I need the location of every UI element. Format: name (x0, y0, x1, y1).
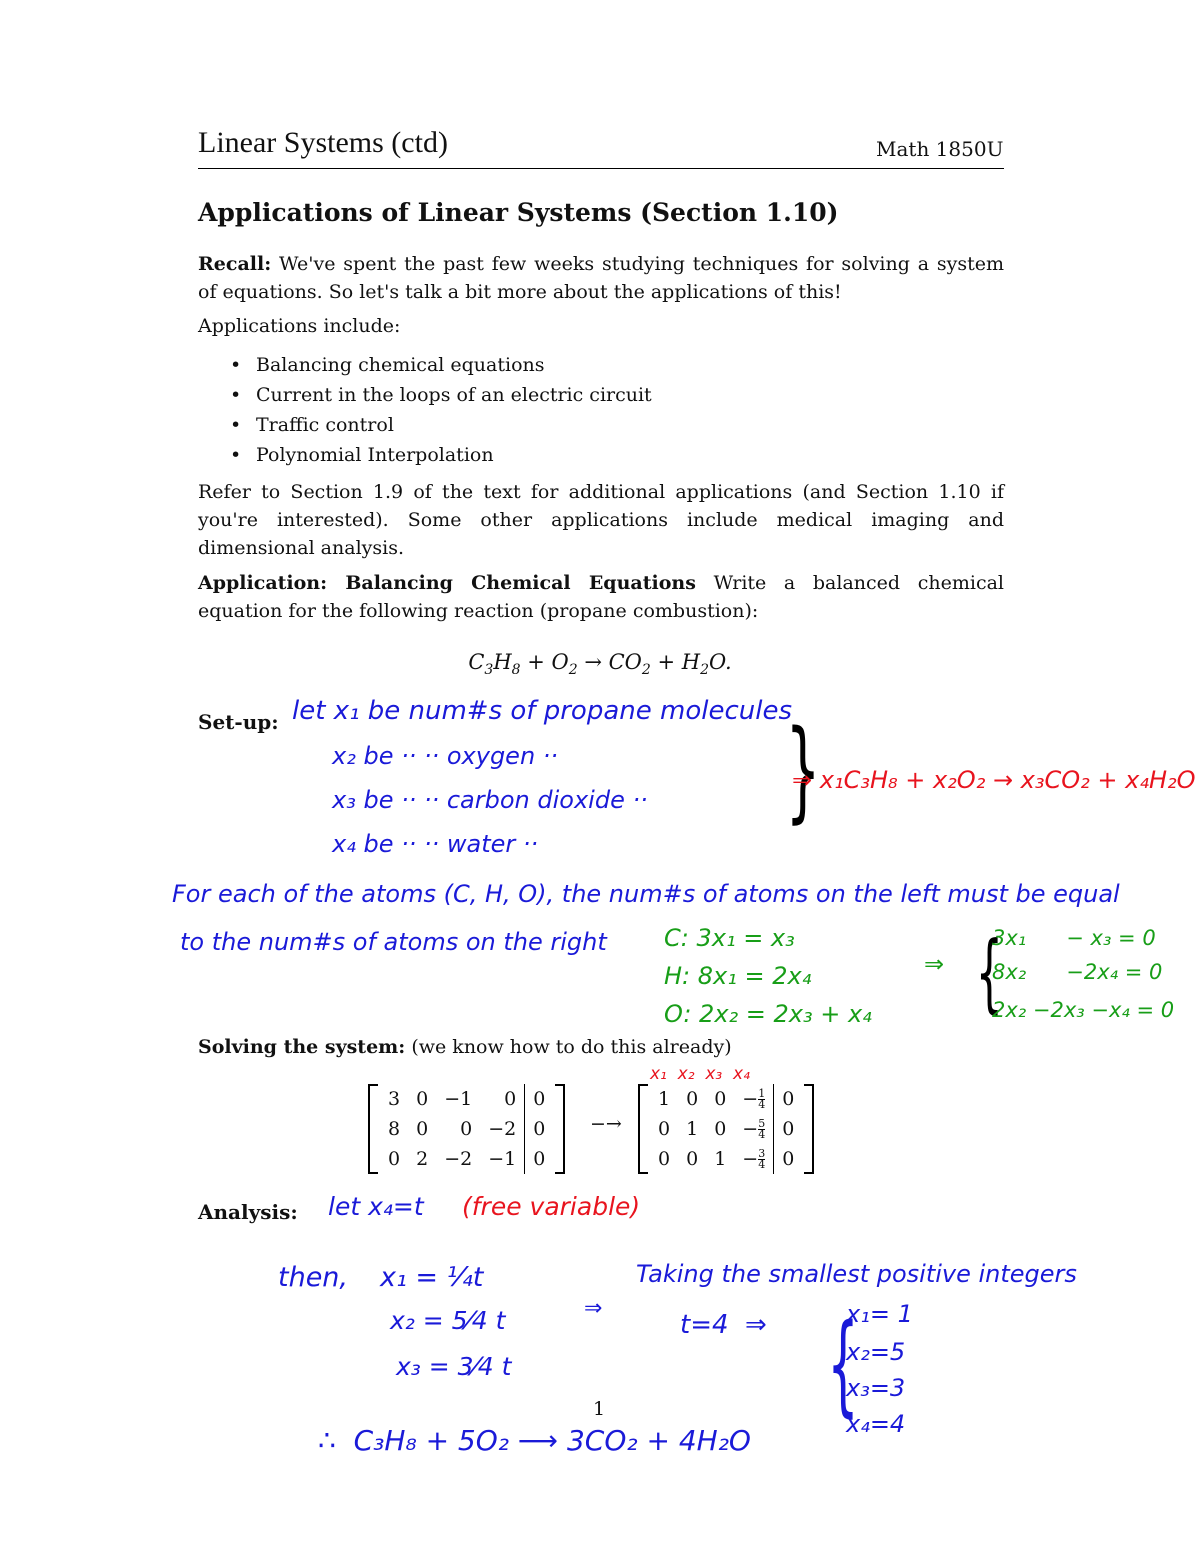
smallest-arrow: ⇒ (584, 1296, 603, 1321)
variable-labels: x₁ x₂ x₃ x₄ (650, 1064, 750, 1084)
analysis-label: Analysis: (198, 1200, 298, 1224)
implies-arrow: ⇒ (924, 950, 945, 978)
course-code: Math 1850U (876, 137, 1004, 161)
applications-list (226, 350, 652, 470)
section-title: Applications of Linear Systems (Section 1.10) (198, 198, 839, 227)
reaction-equation: $C_3H_8 + O_2 \to CO_2 + H_2O$. (468, 650, 732, 679)
augmented-matrix: 3 0 −1 0 0 8 0 0 −2 0 0 2 −2 −1 0 (380, 1084, 553, 1174)
setup-line: x₃ be ·· ·· carbon dioxide ·· (332, 786, 648, 814)
document-title: Linear Systems (ctd) (198, 126, 448, 159)
recall-paragraph (198, 250, 1004, 306)
setup-line: x₂ be ·· ·· oxygen ·· (332, 742, 559, 770)
list-item: • Traffic control (226, 410, 652, 440)
atoms-note-line2: to the num#s of atoms on the right (180, 928, 607, 956)
system-equation: 2x₂ −2x₃ −x₄ = 0 (992, 998, 1175, 1022)
then-x1: x₁ = ¼t (380, 1262, 484, 1293)
final-value: x₄=4 (846, 1410, 906, 1438)
analysis-free: (free variable) (462, 1192, 641, 1221)
final-value: x₃=3 (846, 1374, 906, 1402)
list-item: • Current in the loops of an electric circuit (226, 380, 652, 410)
setup-label: Set-up: (198, 710, 279, 734)
reduced-matrix: 1 0 0 − $\frac{1}{4}$ 0 0 1 0 − $\frac{5}{4}$ 0 0 0 1 − $\frac{3}{4}$ 0 (650, 1084, 802, 1174)
setup-line: let x₁ be num#s of propane molecules (292, 696, 792, 726)
solving-paragraph (198, 1036, 732, 1058)
atom-equation: H: 8x₁ = 2x₄ (664, 962, 812, 990)
system-equation: 3x₁ − x₃ = 0 (992, 926, 1156, 950)
application-text: Write a balanced chemical equation for the following reaction (propane combustion): (198, 572, 1004, 622)
then-x2: x₂ = 5⁄4 t (390, 1306, 506, 1335)
final-value: x₁= 1 (846, 1300, 913, 1328)
applications-intro: Applications include: (198, 315, 401, 337)
solving-text: (we know how to do this already) (411, 1036, 732, 1058)
final-value: x₂=5 (846, 1338, 906, 1366)
then-x3: x₃ = 3⁄4 t (396, 1352, 512, 1381)
application-label: Application: Balancing Chemical Equations (198, 572, 696, 594)
t-value: t=4 ⇒ (680, 1310, 767, 1340)
list-item: • Balancing chemical equations (226, 350, 652, 380)
setup-result: ⇒ x₁C₃H₈ + x₂O₂ → x₃CO₂ + x₄H₂O (792, 766, 1196, 794)
atom-equation: C: 3x₁ = x₃ (664, 924, 795, 952)
conclusion-equation: ∴ C₃H₈ + 5O₂ ⟶ 3CO₂ + 4H₂O (318, 1424, 751, 1457)
system-brace-icon: { (975, 923, 1004, 1023)
recall-text: We've spent the past few weeks studying techniques for solving a system of equations. So let's talk a bit more about the applications of this! (198, 253, 1004, 303)
smallest-text: Taking the smallest positive integers (636, 1260, 1077, 1288)
solving-label: Solving the system: (198, 1036, 406, 1058)
page-number: 1 (593, 1398, 606, 1420)
system-equation: 8x₂ −2x₄ = 0 (992, 960, 1163, 984)
then-word: then, (278, 1262, 349, 1293)
matrix-arrow: −→ (590, 1113, 622, 1135)
analysis-let: let x₄=t (328, 1192, 424, 1221)
header-rule (198, 168, 1004, 169)
atoms-note-line1: For each of the atoms (C, H, O), the num#s of atoms on the left must be equal (172, 880, 1120, 908)
values-brace-icon: { (827, 1300, 859, 1428)
recall-label: Recall: (198, 253, 272, 275)
atom-equation: O: 2x₂ = 2x₃ + x₄ (664, 1000, 872, 1028)
application-paragraph (198, 569, 1004, 625)
refer-paragraph: Refer to Section 1.9 of the text for additional applications (and Section 1.10 if you're interested). Some other applications include medical imaging and dimensional analysis. (198, 481, 1004, 559)
setup-brace-icon: } (785, 706, 821, 834)
setup-line: x₄ be ·· ·· water ·· (332, 830, 539, 858)
list-item: • Polynomial Interpolation (226, 440, 652, 470)
